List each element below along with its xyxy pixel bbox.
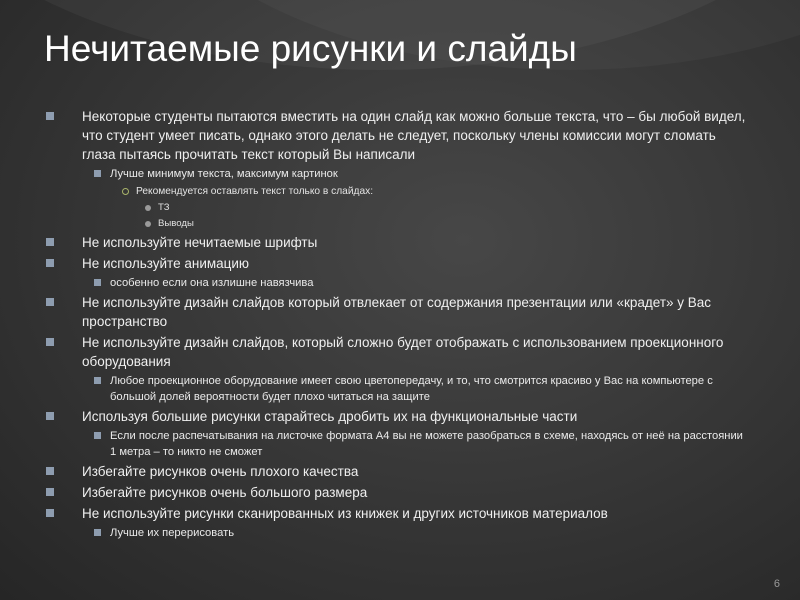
bullet-text: Если после распечатывания на листочке формата А4 вы не можете разобраться в схеме, находясь от неё на расстоянии 1 метра – то никто не сможет (110, 430, 743, 458)
square-bullet-icon (94, 279, 101, 286)
bullet-text: Выводы (158, 218, 194, 229)
square-bullet-icon (94, 377, 101, 384)
bullet-text: Не используйте дизайн слайдов который отвлекает от содержания презентации или «крадет» у Вас пространство (82, 295, 712, 329)
bullet-text: Рекомендуется оставлять текст только в слайдах: (136, 186, 374, 197)
bullet-text: Лучше их перерисовать (110, 527, 235, 539)
bullet-item (44, 254, 749, 273)
square-bullet-icon (46, 338, 54, 346)
slide-body (44, 107, 749, 543)
bullet-text: особенно если она излишне навязчива (110, 277, 314, 289)
bullet-item (44, 201, 749, 215)
bullet-text: Используя большие рисунки старайтесь дробить их на функциональные части (82, 409, 578, 424)
bullet-text: Любое проекционное оборудование имеет свою цветопередачу, и то, что смотрится красиво у Вас на компьютере с большой долей вероятности будет плохо читаться на защите (110, 375, 713, 403)
square-bullet-icon (46, 488, 54, 496)
circle-bullet-icon (122, 188, 129, 195)
bullet-item (44, 373, 749, 405)
bullet-text: Не используйте нечитаемые шрифты (82, 235, 318, 250)
bullet-text: Некоторые студенты пытаются вместить на один слайд как можно больше текста, что – бы любой видел, что студент умеет писать, однако этого делать не следует, поскольку члены комиссии могут сломать глаза пытаясь прочитать текст который Вы написали (82, 109, 746, 162)
bullet-item (44, 525, 749, 541)
bullet-item (44, 462, 749, 481)
square-bullet-icon (46, 509, 54, 517)
page-number: 6 (773, 578, 780, 590)
bullet-item (44, 217, 749, 231)
bullet-item (44, 107, 749, 164)
square-bullet-icon (46, 238, 54, 246)
square-bullet-icon (46, 467, 54, 475)
bullet-text: Избегайте рисунков очень большого размера (82, 485, 368, 500)
bullet-item (44, 184, 749, 199)
bullet-text: Не используйте анимацию (82, 256, 250, 271)
bullet-text: Не используйте рисунки сканированных из книжек и других источников материалов (82, 506, 608, 521)
slide-title: Нечитаемые рисунки и слайды (44, 28, 577, 69)
bullet-text: Избегайте рисунков очень плохого качества (82, 464, 359, 479)
bullet-text: Лучше минимум текста, максимум картинок (110, 168, 338, 180)
bullet-item (44, 166, 749, 182)
square-bullet-icon (46, 112, 54, 120)
bullet-item (44, 293, 749, 331)
bullet-text: ТЗ (158, 202, 170, 213)
square-bullet-icon (94, 432, 101, 439)
bullet-item (44, 428, 749, 460)
bullet-item (44, 333, 749, 371)
dot-bullet-icon (145, 221, 151, 227)
square-bullet-icon (46, 259, 54, 267)
square-bullet-icon (94, 529, 101, 536)
bullet-item (44, 483, 749, 502)
bullet-item (44, 504, 749, 523)
square-bullet-icon (94, 170, 101, 177)
square-bullet-icon (46, 298, 54, 306)
bullet-text: Не используйте дизайн слайдов, который сложно будет отображать с использованием проекционного оборудования (82, 335, 724, 369)
bullet-item (44, 407, 749, 426)
square-bullet-icon (46, 412, 54, 420)
dot-bullet-icon (145, 205, 151, 211)
bullet-item (44, 233, 749, 252)
bullet-item (44, 275, 749, 291)
